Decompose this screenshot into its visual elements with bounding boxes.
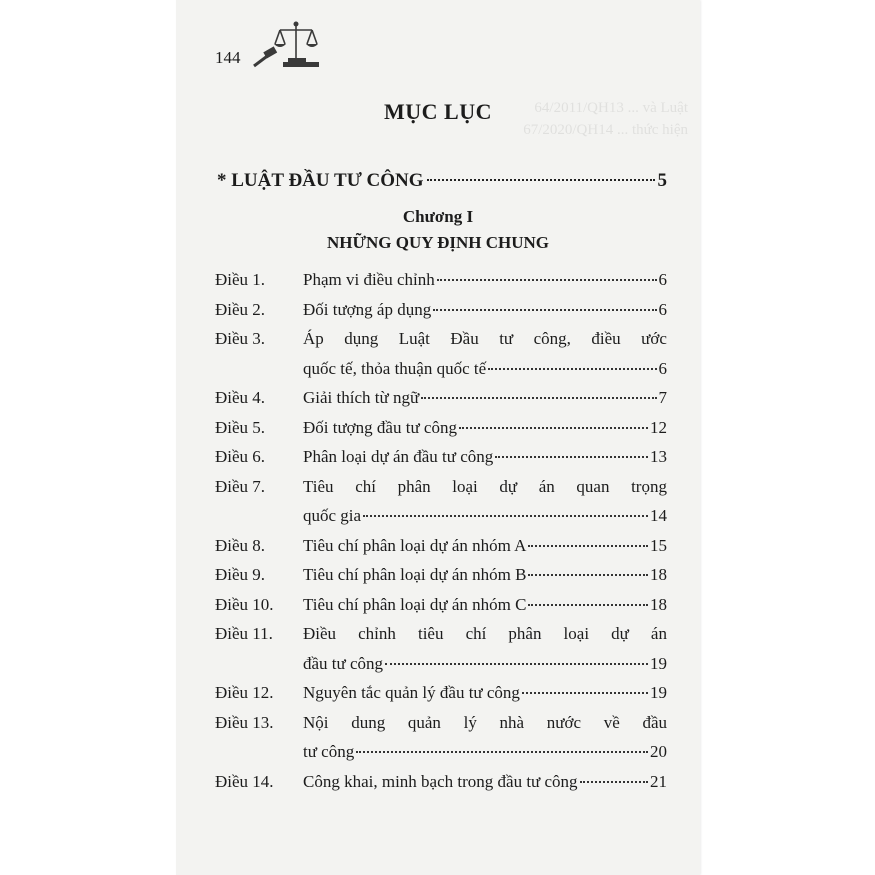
entry-title-word: loại	[452, 476, 478, 496]
entry-title-word: dự	[499, 476, 518, 496]
entry-title: quốc tế, thỏa thuận quốc tế	[303, 358, 487, 378]
entry-page: 6	[658, 358, 667, 378]
law-page: 5	[657, 170, 667, 191]
entry-title: tư công	[303, 742, 355, 761]
law-title: * LUẬT ĐẦU TƯ CÔNG	[217, 170, 424, 191]
entry-title: Đối tượng đầu tư công	[303, 417, 457, 437]
entry-page: 13	[650, 447, 667, 466]
dot-leader	[459, 427, 648, 429]
entry-title-word: quản	[407, 712, 441, 732]
entry-page: 18	[650, 565, 667, 584]
dot-leader	[433, 309, 656, 311]
entry-title-word: Luật	[398, 329, 430, 348]
entry-page: 21	[650, 771, 667, 791]
entry-label: Điều 1.	[215, 270, 266, 289]
entry-title: Giải thích từ ngữ	[303, 388, 420, 407]
entry-title-word: điều	[591, 329, 621, 348]
dot-leader	[528, 545, 648, 547]
entry-title: Công khai, minh bạch trong đầu tư công	[303, 771, 578, 791]
entry-label: Điều 8.	[215, 535, 266, 555]
entry-title: Phạm vi điều chỉnh	[303, 270, 435, 289]
entry-title-word: tiêu	[417, 624, 444, 643]
entry-page: 6	[658, 299, 667, 319]
entry-title-word: quan	[576, 476, 610, 496]
entry-title-word: Đầu	[450, 329, 479, 348]
entry-label: Điều 3.	[215, 329, 266, 348]
chapter-name: NHỮNG QUY ĐỊNH CHUNG	[326, 233, 550, 252]
entry-title-word: chí	[465, 624, 487, 643]
entry-title-word: dung	[351, 712, 386, 732]
entry-title-word: chí	[355, 476, 376, 496]
entry-label: Điều 9.	[215, 565, 266, 584]
entry-title-word: Áp	[303, 329, 324, 348]
dot-leader	[495, 456, 648, 458]
entry-title-word: dụng	[344, 329, 379, 348]
entry-title-word: về	[603, 712, 620, 732]
entry-title-word: lý	[463, 712, 477, 732]
bleed-through-text: 67/2020/QH14 ... thức hiện	[523, 122, 688, 138]
entry-title: Tiêu chí phân loại dự án nhóm A	[303, 535, 527, 555]
entry-title: Đối tượng áp dụng	[303, 299, 432, 319]
entry-title-word: trọng	[631, 476, 667, 496]
dot-leader	[528, 574, 648, 576]
entry-label: Điều 6.	[215, 447, 266, 466]
entry-title-word: ước	[641, 329, 667, 348]
entry-label: Điều 5.	[215, 417, 266, 437]
dot-leader	[356, 751, 648, 753]
entry-page: 19	[650, 683, 667, 702]
entry-title-word: nhà	[499, 712, 525, 732]
entry-page: 14	[650, 506, 667, 525]
entry-title-word: đầu	[642, 712, 667, 732]
entry-label: Điều 13.	[215, 712, 274, 732]
entry-page: 6	[658, 270, 667, 289]
entry-title-word: Điều	[303, 624, 337, 643]
dot-leader	[528, 604, 648, 606]
entry-label: Điều 10.	[215, 594, 274, 614]
entry-title-word: chỉnh	[358, 624, 396, 643]
page-number: 144	[215, 48, 241, 67]
scales-of-justice-gavel-icon	[250, 16, 324, 70]
dot-leader	[488, 368, 656, 370]
entry-title-word: Nội	[303, 712, 329, 732]
entry-page: 7	[658, 388, 667, 407]
chapter-number: Chương I	[402, 207, 474, 226]
entry-title-word: án	[538, 476, 555, 496]
entry-title-word: tư	[499, 329, 514, 348]
entry-title: đầu tư công	[303, 653, 384, 673]
entry-page: 15	[650, 535, 667, 555]
entry-page: 20	[650, 742, 667, 761]
entry-title-word: án	[650, 624, 667, 643]
entry-title-word: phân	[508, 624, 542, 643]
toc-law-entry[interactable]	[217, 170, 667, 196]
entry-title-word: dự	[611, 624, 629, 643]
entry-page: 12	[650, 417, 667, 437]
entry-title: Tiêu chí phân loại dự án nhóm C	[303, 594, 527, 614]
dot-leader	[363, 515, 648, 517]
entry-title: Phân loại dự án đầu tư công	[303, 447, 494, 466]
dot-leader	[580, 781, 648, 783]
entry-title: Tiêu chí phân loại dự án nhóm B	[303, 565, 527, 584]
entry-label: Điều 11.	[215, 624, 273, 643]
entry-title: Nguyên tắc quản lý đầu tư công	[303, 683, 520, 702]
entry-label: Điều 4.	[215, 388, 266, 407]
entry-label: Điều 14.	[215, 771, 274, 791]
entry-page: 19	[650, 653, 667, 673]
bleed-through-text: 64/2011/QH13 ... và Luật	[534, 100, 688, 116]
entry-title-word: nước	[546, 712, 582, 732]
dot-leader	[437, 279, 657, 281]
entry-label: Điều 7.	[215, 476, 266, 496]
dot-leader	[427, 179, 655, 181]
entry-page: 18	[650, 594, 667, 614]
entry-title-word: phân	[397, 476, 431, 496]
entry-title-word: Tiêu	[303, 476, 334, 496]
entry-title-word: loại	[563, 624, 590, 643]
dot-leader	[421, 397, 656, 399]
entry-label: Điều 12.	[215, 683, 274, 702]
dot-leader	[385, 663, 648, 665]
entry-title: quốc gia	[303, 506, 362, 525]
dot-leader	[522, 692, 648, 694]
page-title: MỤC LỤC	[384, 99, 492, 124]
entry-label: Điều 2.	[215, 299, 266, 319]
entry-title-word: công,	[533, 329, 571, 348]
